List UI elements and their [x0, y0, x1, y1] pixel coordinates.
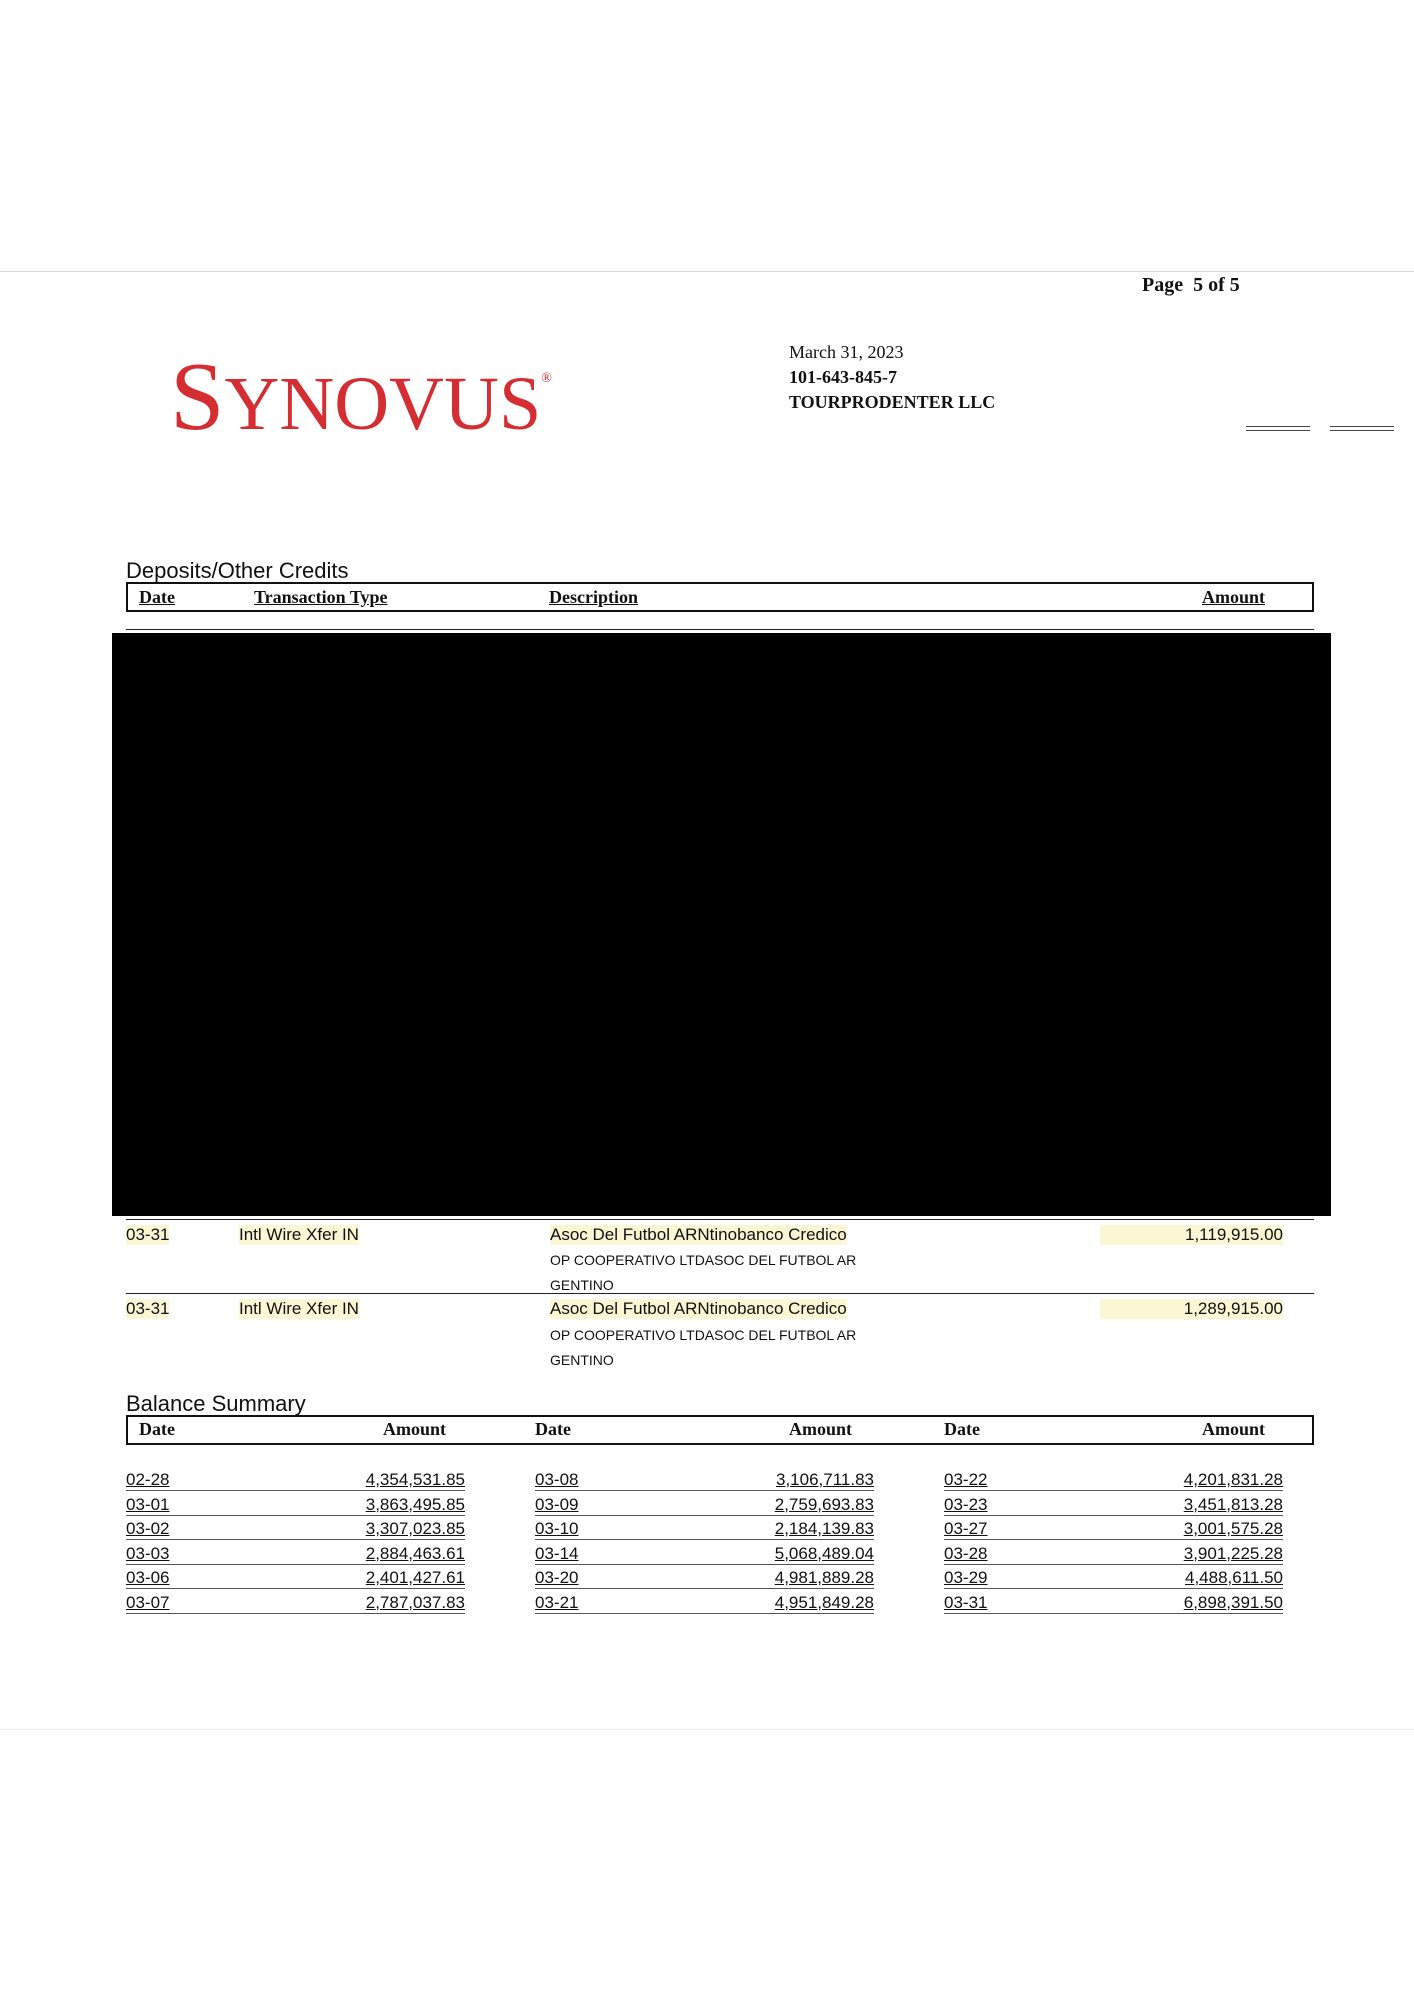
divider	[126, 1293, 1314, 1294]
row-type: Intl Wire Xfer IN	[239, 1299, 359, 1318]
row-date: 03-31	[126, 1299, 170, 1318]
bottom-rule	[0, 1729, 1414, 1730]
balance-amount: 3,001,575.28	[1183, 1519, 1283, 1538]
synovus-logo: SYNOVUS®	[170, 343, 552, 451]
balance-row-rule	[126, 1613, 465, 1614]
col-date: Date	[535, 1419, 571, 1439]
balance-date: 02-28	[126, 1470, 170, 1489]
col-date: Date	[139, 1419, 175, 1439]
col-amount: Amount	[1202, 587, 1266, 607]
side-mark	[1246, 426, 1310, 431]
top-rule	[0, 271, 1414, 272]
col-description: Description	[549, 587, 638, 607]
balance-date: 03-23	[944, 1494, 988, 1514]
balance-date: 03-27	[944, 1519, 988, 1538]
balance-row-rule	[126, 1539, 465, 1540]
balance-amount: 4,201,831.28	[1183, 1470, 1283, 1489]
row-amount: 1,289,915.00	[1100, 1299, 1283, 1319]
col-amount: Amount	[789, 1419, 853, 1439]
balance-row-rule	[126, 1515, 465, 1516]
balance-row-rule	[535, 1564, 874, 1565]
balance-amount: 4,488,611.50	[1185, 1568, 1283, 1587]
balance-amount: 3,307,023.85	[365, 1519, 465, 1538]
divider	[126, 629, 1314, 630]
col-amount: Amount	[1202, 1419, 1266, 1439]
deposits-title: Deposits/Other Credits	[126, 558, 349, 583]
statement-date: March 31, 2023	[789, 342, 904, 362]
row-description-detail: GENTINO	[550, 1277, 614, 1293]
balance-amount: 5,068,489.04	[774, 1543, 874, 1563]
balance-date: 03-29	[944, 1568, 988, 1587]
balance-amount: 4,951,849.28	[774, 1592, 874, 1612]
balance-date: 03-02	[126, 1519, 170, 1538]
balance-row-rule	[535, 1515, 874, 1516]
balance-amount: 6,898,391.50	[1183, 1592, 1283, 1612]
row-date: 03-31	[126, 1225, 170, 1244]
balance-amount: 4,354,531.85	[365, 1470, 465, 1489]
balance-date: 03-10	[535, 1519, 579, 1538]
balance-row-rule	[944, 1490, 1283, 1491]
balance-row-rule	[944, 1515, 1283, 1516]
row-amount: 1,119,915.00	[1100, 1225, 1283, 1245]
balance-amount: 2,759,693.83	[774, 1494, 874, 1514]
balance-row-rule	[944, 1539, 1283, 1540]
balance-row-rule	[944, 1613, 1283, 1614]
balance-amount: 2,787,037.83	[365, 1592, 465, 1612]
balance-date: 03-14	[535, 1543, 579, 1563]
page-number: Page 5 of 5	[1142, 274, 1240, 296]
side-mark	[1330, 426, 1394, 431]
col-date: Date	[944, 1419, 980, 1439]
balance-amount: 3,901,225.28	[1183, 1543, 1283, 1563]
balance-date: 03-09	[535, 1494, 579, 1514]
balance-summary-title: Balance Summary	[126, 1391, 306, 1416]
row-description-detail: OP COOPERATIVO LTDASOC DEL FUTBOL AR	[550, 1252, 857, 1268]
row-description: Asoc Del Futbol ARNtinobanco Credico	[550, 1299, 847, 1318]
row-description-detail: OP COOPERATIVO LTDASOC DEL FUTBOL AR	[550, 1327, 857, 1343]
col-transaction-type: Transaction Type	[254, 587, 388, 607]
account-number: 101-643-845-7	[789, 367, 897, 387]
col-amount: Amount	[383, 1419, 447, 1439]
col-date: Date	[139, 587, 175, 607]
row-description: Asoc Del Futbol ARNtinobanco Credico	[550, 1225, 847, 1244]
balance-amount: 3,863,495.85	[365, 1494, 465, 1514]
balance-amount: 2,184,139.83	[774, 1519, 874, 1538]
balance-amount: 3,106,711.83	[776, 1470, 874, 1489]
balance-date: 03-07	[126, 1592, 170, 1612]
balance-date: 03-22	[944, 1470, 988, 1489]
row-description-detail: GENTINO	[550, 1352, 614, 1368]
balance-row-rule	[535, 1613, 874, 1614]
balance-row-rule	[126, 1490, 465, 1491]
balance-date: 03-20	[535, 1568, 579, 1587]
balance-amount: 2,401,427.61	[365, 1568, 465, 1587]
balance-row-rule	[535, 1490, 874, 1491]
balance-date: 03-08	[535, 1470, 579, 1489]
divider	[126, 1219, 1314, 1220]
balance-row-rule	[944, 1564, 1283, 1565]
balance-amount: 4,981,889.28	[774, 1568, 874, 1587]
balance-row-rule	[535, 1588, 874, 1589]
balance-date: 03-31	[944, 1592, 988, 1612]
balance-date: 03-01	[126, 1494, 170, 1514]
account-name: TOURPRODENTER LLC	[789, 392, 996, 412]
balance-header	[126, 1415, 1314, 1445]
balance-date: 03-03	[126, 1543, 170, 1563]
statement-info	[789, 340, 995, 415]
balance-amount: 2,884,463.61	[365, 1543, 465, 1563]
balance-date: 03-28	[944, 1543, 988, 1563]
row-type: Intl Wire Xfer IN	[239, 1225, 359, 1244]
balance-row-rule	[126, 1564, 465, 1565]
balance-date: 03-21	[535, 1592, 579, 1612]
redacted-block	[112, 633, 1331, 1216]
balance-row-rule	[535, 1539, 874, 1540]
balance-date: 03-06	[126, 1568, 170, 1587]
balance-row-rule	[126, 1588, 465, 1589]
balance-amount: 3,451,813.28	[1183, 1494, 1283, 1514]
balance-row-rule	[944, 1588, 1283, 1589]
